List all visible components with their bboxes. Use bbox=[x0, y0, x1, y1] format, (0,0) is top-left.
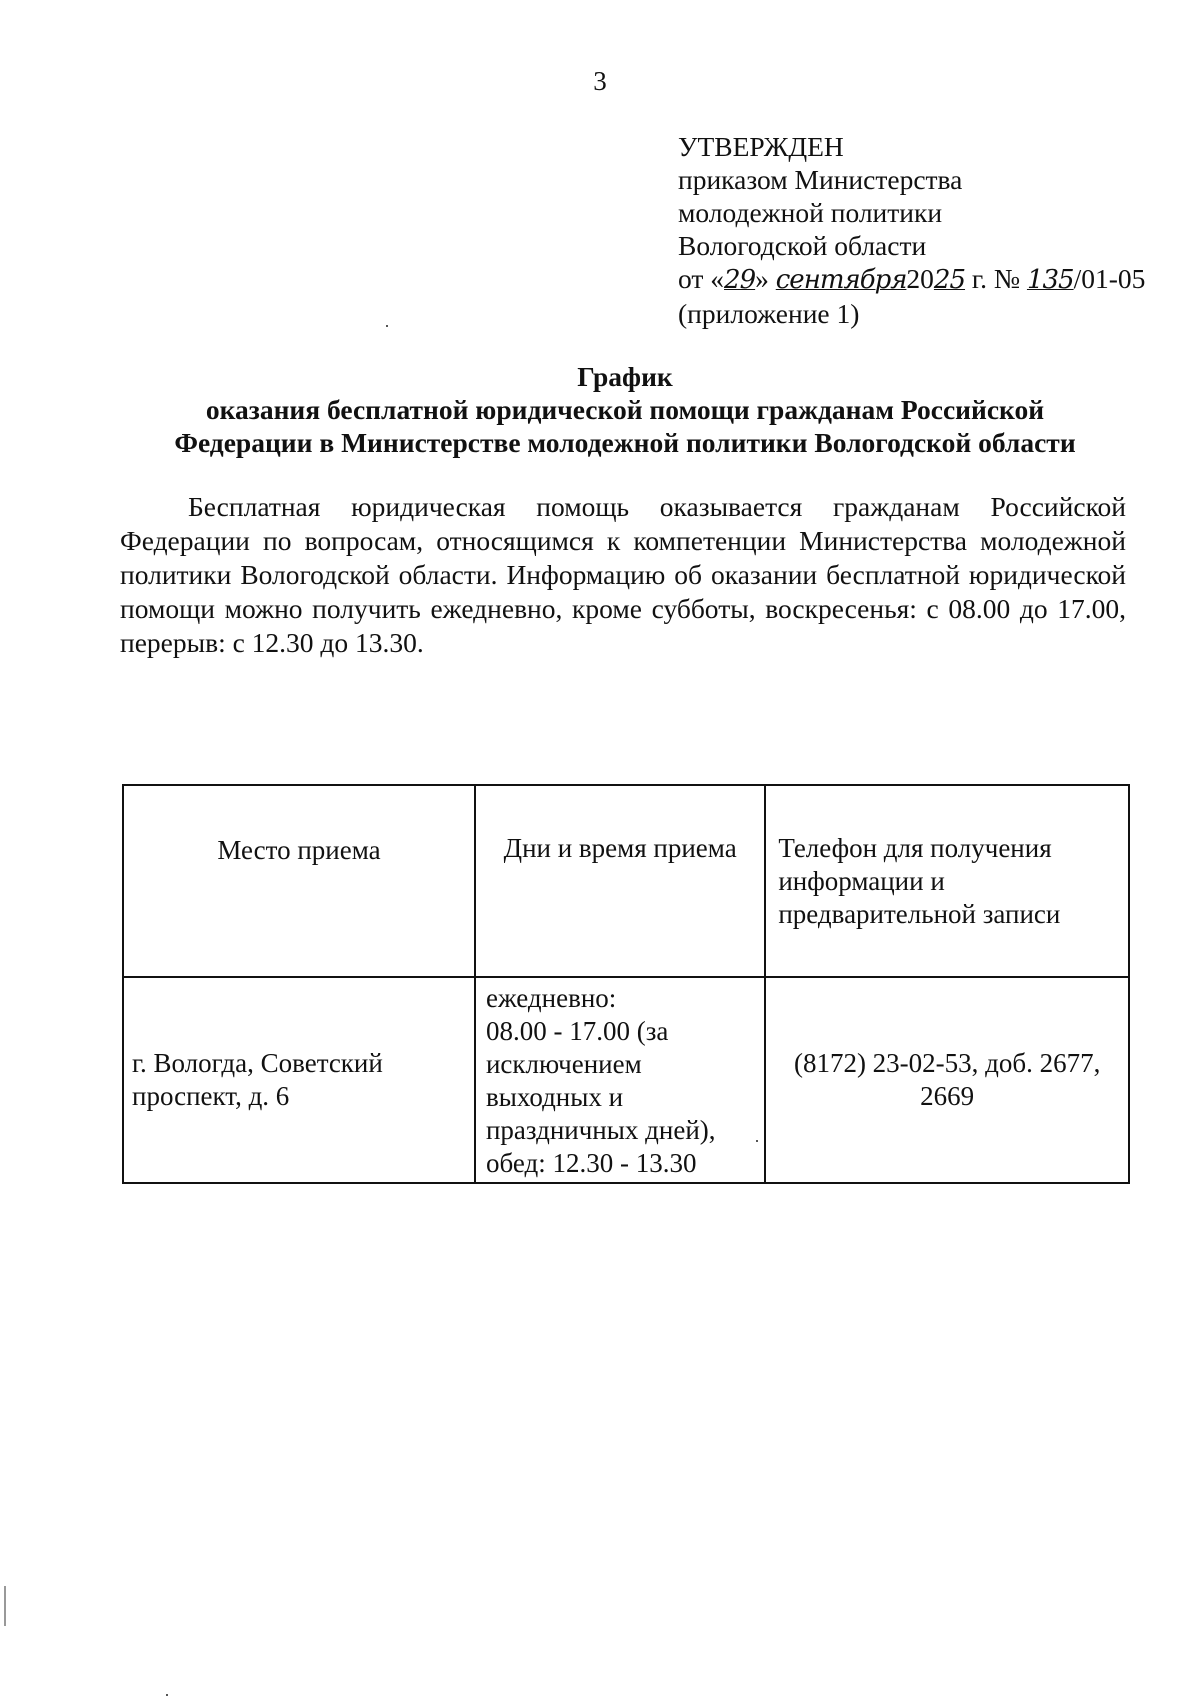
number-suffix: /01-05 bbox=[1073, 263, 1146, 294]
scan-speck bbox=[386, 325, 388, 327]
handwritten-month: сентября bbox=[775, 265, 907, 295]
table-header-row bbox=[123, 785, 1129, 977]
handwritten-number: 135 bbox=[1026, 265, 1074, 295]
header-phone: Телефон для получения информации и предварительной записи bbox=[765, 785, 1129, 977]
date-prefix: от « bbox=[678, 263, 725, 294]
handwritten-day: 29 bbox=[724, 265, 756, 295]
scan-speck bbox=[166, 1694, 168, 1696]
days-line: праздничных дней), bbox=[485, 1115, 716, 1145]
title-line-2: оказания бесплатной юридической помощи гражданам Российской bbox=[205, 394, 1045, 425]
header-place: Место приема bbox=[123, 785, 475, 977]
year-prefix: 20 bbox=[906, 263, 934, 294]
cell-days bbox=[475, 977, 765, 1183]
schedule-table bbox=[122, 784, 1130, 1184]
cell-phone: (8172) 23-02-53, доб. 2677, 2669 bbox=[765, 977, 1129, 1183]
table-row bbox=[123, 977, 1129, 1183]
approval-annex: (приложение 1) bbox=[678, 298, 860, 329]
approval-stamp-block bbox=[678, 130, 1158, 330]
approval-status: УТВЕРЖДЕН bbox=[678, 131, 844, 162]
days-line: обед: 12.30 - 13.30 bbox=[485, 1148, 697, 1178]
approval-line-3: Вологодской области bbox=[678, 230, 927, 261]
days-line: ежедневно: bbox=[485, 983, 617, 1013]
scan-edge-mark bbox=[4, 1586, 6, 1626]
approval-date-line bbox=[678, 262, 1158, 297]
body-paragraph: Бесплатная юридическая помощь оказывается гражданам Российской Федерации по вопросам, относящимся к компетенции Министерства молодежной политики Вологодской области. Информацию об оказании бесплатной юридической помощи можно получить ежедневно, кроме субботы, воскресенья: с 08.00 до 17.00, перерыв: с 12.30 до 13.30. bbox=[120, 491, 1126, 658]
date-mid: » bbox=[755, 263, 776, 294]
days-line: выходных и bbox=[485, 1082, 624, 1112]
page-number: 3 bbox=[593, 66, 607, 96]
document-title bbox=[150, 360, 1100, 459]
approval-line-1: приказом Министерства bbox=[678, 164, 963, 195]
days-line: 08.00 - 17.00 (за bbox=[485, 1016, 669, 1046]
title-line-1: График bbox=[577, 361, 673, 392]
handwritten-year: 25 bbox=[933, 265, 966, 295]
title-line-3: Федерации в Министерстве молодежной политики Вологодской области bbox=[174, 427, 1076, 458]
header-days: Дни и время приема bbox=[475, 785, 765, 977]
approval-line-2: молодежной политики bbox=[678, 197, 943, 228]
number-prefix: г. № bbox=[965, 263, 1027, 294]
cell-place: г. Вологда, Советский проспект, д. 6 bbox=[123, 977, 475, 1183]
scan-speck bbox=[756, 1140, 758, 1142]
days-line: исключением bbox=[485, 1049, 642, 1079]
